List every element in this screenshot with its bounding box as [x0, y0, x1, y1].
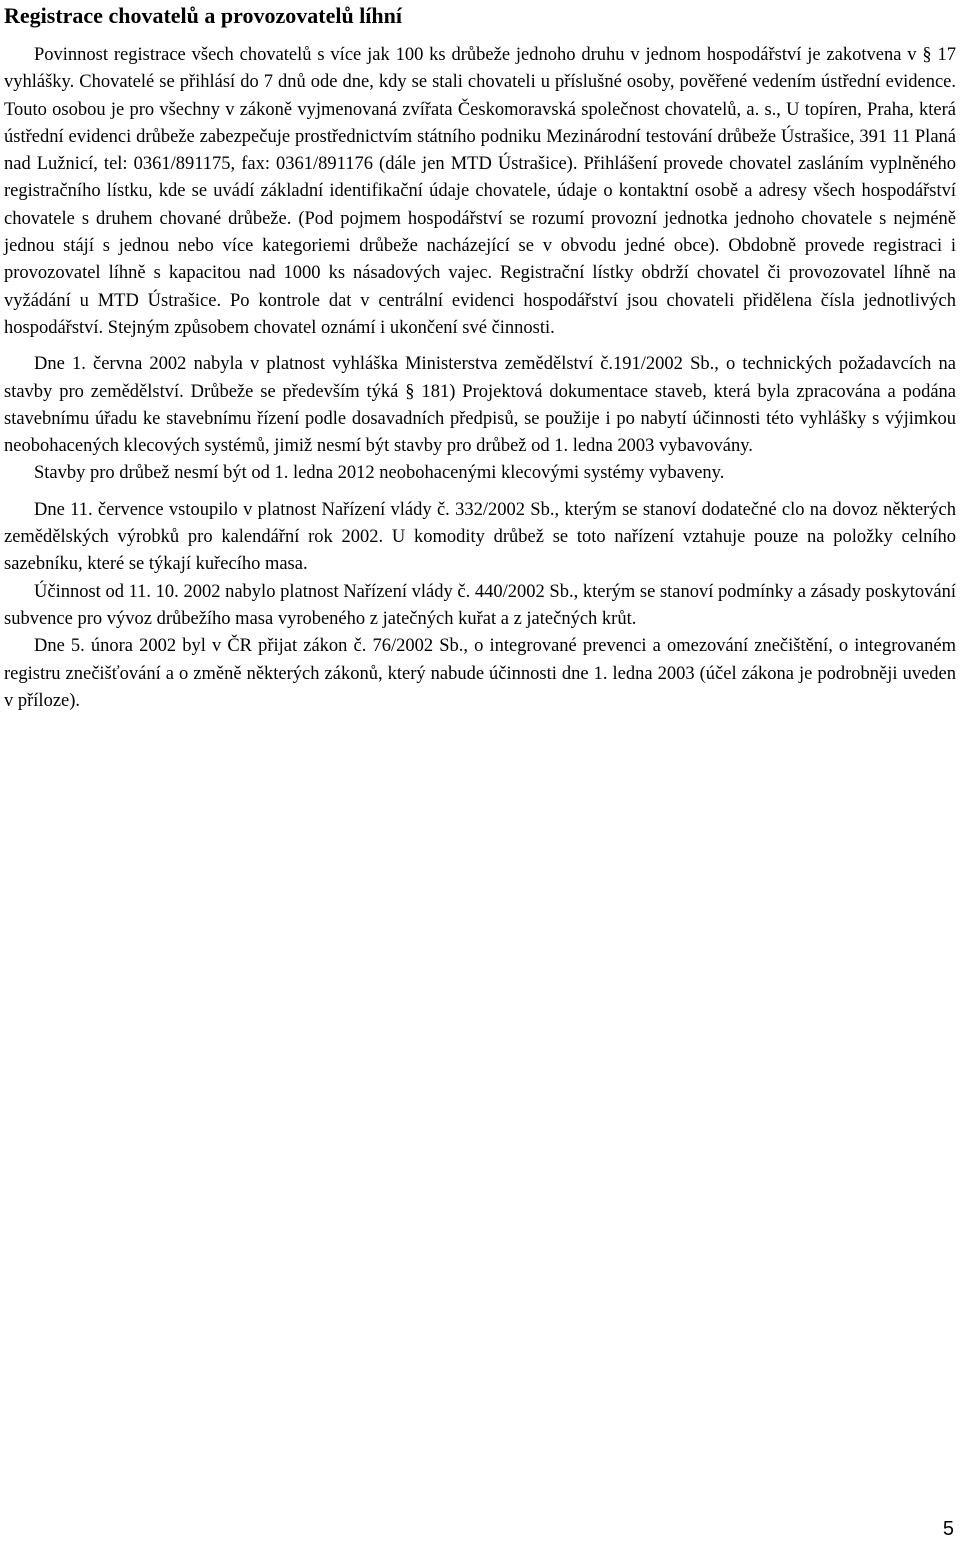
page-number: 5 [942, 1518, 954, 1540]
section-title: Registrace chovatelů a provozovatelů líhní [4, 3, 402, 28]
paragraph-registration: Povinnost registrace všech chovatelů s více jak 100 ks drůbeže jednoho druhu v jednom hospodářství je zakotvena v § 17 vyhlášky. Chovatelé se přihlásí do 7 dnů ode dne, kdy se stali chovateli u příslušné osoby, pověřené vedením ústřední evidence. Touto osobou je pro všechny v zákoně vyjmenovaná zvířata Českomoravská společnost chovatelů, a. s., U topíren, Praha, která ústřední evidenci drůbeže zabezpečuje prostřednictvím státního podniku Mezinárodní testování drůbeže Ústrašice, 391 11 Planá nad Lužnicí, tel: 0361/891175, fax: 0361/891176 (dále jen MTD Ústrašice). Přihlášení provede chovatel zasláním vyplněného registračního lístku, kde se uvádí základní identifikační údaje chovatele, údaje o kontaktní osobě a adresy všech hospodářství chovatele s druhem chované drůbeže. (Pod pojmem hospodářství se rozumí provozní jednotka jednoho chovatele s nejméně jednou stájí s jednou nebo více kategoriemi drůbeže nacházející se v obvodu jedné obce). Obdobně provede registraci i provozovatel líhně s kapacitou nad 1000 ks násadových vajec. Registrační lístky obdrží chovatel či provozovatel líhně na vyžádání u MTD Ústrašice. Po kontrole dat v centrální evidenci hospodářství jsou chovateli přidělena čísla jednotlivých hospodářství. Stejným způsobem chovatel oznámí i ukončení své činnosti. [4, 45, 956, 338]
paragraph-regulation-440: Účinnost od 11. 10. 2002 nabylo platnost Nařízení vlády č. 440/2002 Sb., kterým se stanoví podmínky a zásady poskytování subvence pro vývoz drůbežího masa vyrobeného z jatečných kuřat a z jatečných krůt. [4, 581, 956, 629]
paragraph-act-76: Dne 5. února 2002 byl v ČR přijat zákon č. 76/2002 Sb., o integrované prevenci a omezování znečištění, o integrovaném registru znečišťování a o změně některých zákonů, který nabude účinnosti dne 1. ledna 2003 (účel zákona je podrobněji uveden v příloze). [4, 636, 956, 711]
paragraph-regulation-332: Dne 11. července vstoupilo v platnost Nařízení vlády č. 332/2002 Sb., kterým se stanoví dodatečné clo na dovoz některých zemědělských výrobků pro kalendářní rok 2002. U komodity drůbež se toto nařízení vztahuje pouze na položky celního sazebníku, které se týkají kuřecího masa. [4, 499, 956, 575]
paragraph-decree-191: Dne 1. června 2002 nabyla v platnost vyhláška Ministerstva zemědělství č.191/2002 Sb., o technických požadavcích na stavby pro zemědělství. Drůbeže se především týká § 181) Projektová dokumentace staveb, která byla zpracována a podána stavebnímu úřadu ke stavebnímu řízení podle dosavadních předpisů, se použije i po nabytí účinnosti této vyhlášky s výjimkou neobohacených klecových systémů, jimiž nesmí být stavby pro drůbež od 1. ledna 2003 vybavovány. [4, 354, 956, 457]
paragraph-cage-systems: Stavby pro drůbež nesmí být od 1. ledna 2012 neobohacenými klecovými systémy vybaveny. [34, 463, 725, 484]
document-page [4, 0, 956, 715]
